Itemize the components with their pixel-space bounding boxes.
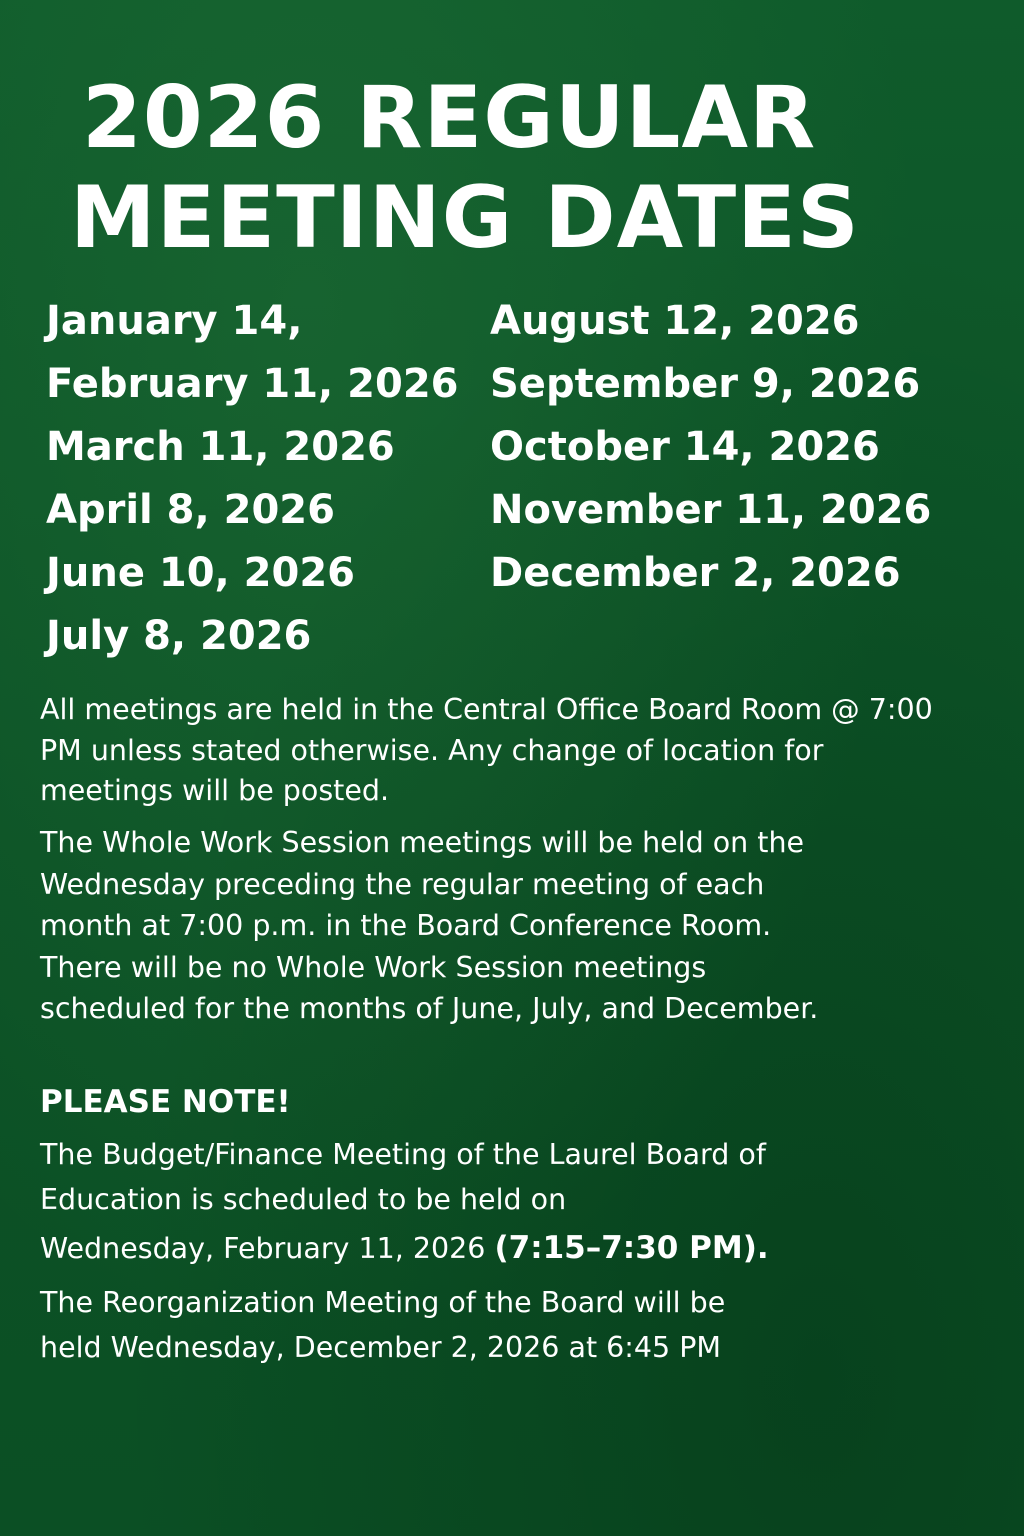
budget-meeting-time: (7:15–7:30 PM).	[494, 1230, 769, 1266]
budget-meeting-date: Wednesday, February 11, 2026	[40, 1232, 486, 1265]
location-paragraph: All meetings are held in the Central Office Board Room @ 7:00 PM unless stated otherwise. Any change of location for meetings will be posted.	[40, 693, 933, 807]
budget-meeting-line-1: The Budget/Finance Meeting of the Laurel Board of	[40, 1138, 766, 1171]
budget-meeting-paragraph	[40, 1132, 920, 1271]
budget-meeting-line-3	[40, 1226, 920, 1271]
meeting-date: February 11, 2026	[46, 361, 459, 407]
meeting-dates-left-column	[46, 290, 459, 668]
meeting-date: October 14, 2026	[490, 424, 880, 470]
meeting-date: June 10, 2026	[46, 550, 356, 596]
budget-meeting-line-2: Education is scheduled to be held on	[40, 1183, 567, 1216]
page-title-line-2: MEETING DATES	[70, 168, 860, 268]
work-session-paragraph: The Whole Work Session meetings will be held on the Wednesday preceding the regular meeting of each month at 7:00 p.m. in the Board Conference Room. There will be no Whole Work Session meetings scheduled for the months of June, July, and December.	[40, 826, 819, 1025]
reorganization-meeting-paragraph	[40, 1280, 920, 1370]
meeting-date: July 8, 2026	[46, 613, 312, 659]
meeting-date: April 8, 2026	[46, 487, 335, 533]
reorganization-meeting-line-1: The Reorganization Meeting of the Board will be	[40, 1286, 726, 1319]
page-title-line-1: 2026 REGULAR	[82, 68, 817, 168]
please-note-heading: PLEASE NOTE!	[40, 1084, 291, 1120]
reorganization-meeting-line-2: held Wednesday, December 2, 2026 at 6:45 PM	[40, 1331, 722, 1364]
meeting-date: January 14,	[46, 298, 303, 344]
meeting-date: December 2, 2026	[490, 550, 901, 596]
meeting-date: March 11, 2026	[46, 424, 395, 470]
meeting-date: August 12, 2026	[490, 298, 860, 344]
page-title	[70, 68, 970, 268]
meeting-date: November 11, 2026	[490, 487, 932, 533]
meeting-dates-right-column	[490, 290, 931, 605]
meeting-date: September 9, 2026	[490, 361, 921, 407]
